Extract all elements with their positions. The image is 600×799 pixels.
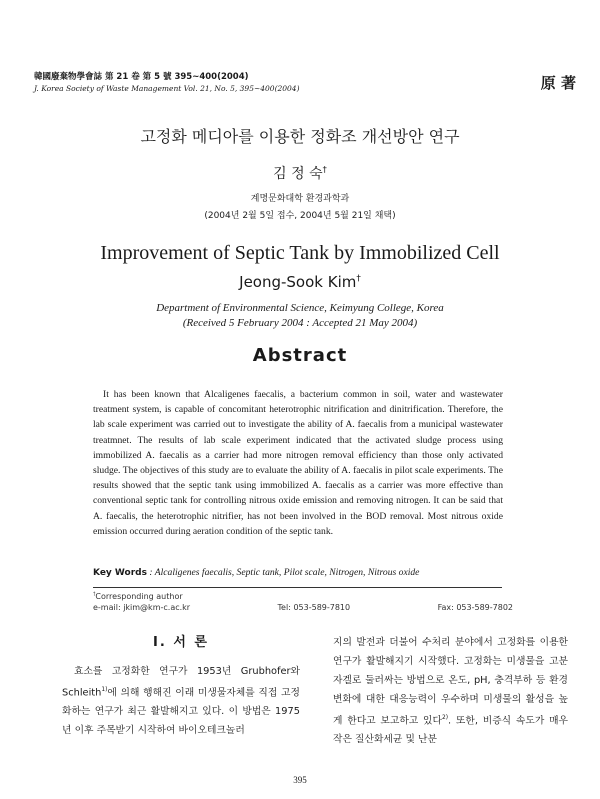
corr-email: e-mail: jkim@km-c.ac.kr [93,603,191,612]
article-type-badge: 原 著 [540,74,576,92]
corr-fax: Fax: 053-589-7802 [437,603,513,612]
footnote-divider [93,587,502,588]
body-column-right [333,633,568,749]
right-reference: 2) [441,715,449,721]
left-reference: 1) [101,687,108,693]
abstract-text: It has been known that Alcaligenes faecalis, a bacterium common in soil, water and wastewater treatment system, is capable of concomitant heterotrophic nitrification and dinitrification. Therefore, the lab scale experiment was carried out to investigate the ability of A. faecalis from a municipal wastewater treatmnet. The results of lab scale experiment indicated that the activated sludge process using immobilized A. faecalis as a carrier had more nitrogen removal efficiency than those only activated sludge. The objectives of this study are to evaluate the ability of A. faecalis in pilot scale experiments. The results showed that the septic tank using immobilized A. faecalis as a carrier was more effective than conventional septic tank for controlling nitrous oxide emission and removing nitrogen. It can be said that A. faecalis, the heterotrophic nitrifier, has not been involved in the BOD removal. Most nitrous oxide emission occurred during aeration condition of the septic tank. [93,389,503,537]
corresponding-author-note [93,592,513,612]
right-text-part2: . 또한, 비증식 속도가 매우 작은 질산화세균 및 난분 [333,715,568,746]
section-heading-introduction: Ⅰ. 서 론 [153,635,209,650]
left-text-part2: 에 의해 행해진 이래 미생물자체를 직접 고정화하는 연구가 최근 활발해지고 있다. 이 방법은 1975년 이후 주목받기 시작하여 바이오테크놀러 [62,687,300,737]
corr-label: Corresponding author [95,592,183,601]
received-dates-english: (Received 5 February 2004 : Accepted 21 May 2004) [182,317,418,329]
department-english: Department of Environmental Science, Keimyung College, Korea [156,302,444,314]
abstract-heading: Abstract [252,345,348,366]
keywords-text: : Alcaligenes faecalis, Septic tank, Pilot scale, Nitrogen, Nitrous oxide [146,567,420,578]
corr-tel: Tel: 053-589-7810 [277,603,351,612]
affiliation-korean: 계명문화대학 환경과학과 [250,194,350,204]
journal-name-english: J. Korea Society of Waste Management Vol. 21, No. 5, 395~400(2004) [34,84,300,93]
author-korean-mark: † [322,164,327,175]
journal-name-korean: 韓國廢棄物學會誌 第 21 卷 第 5 號 395~400(2004) [34,72,249,82]
journal-header [34,70,574,93]
title-korean: 고정화 메디아를 이용한 정화조 개선방안 연구 [140,127,460,146]
author-english-name: Jeong-Sook Kim [239,273,357,291]
author-korean-name: 김 정 숙 [273,166,323,182]
title-english: Improvement of Septic Tank by Immobilized Cell [100,242,500,264]
left-text-part1: 효소를 고정화한 연구가 1953년 Grubhofer와 Schleith [62,666,300,699]
corr-mark: † [93,592,96,598]
author-korean [0,163,600,183]
author-english [0,273,600,291]
right-text-part1: 지의 발전과 더불어 수처리 분야에서 고정화를 이용한 연구가 활발해지기 시작했다. 고정화는 미생물을 고분자겔로 둘러싸는 방법으로 온도, pH, 충격부하 등 환경변화에 대한 대응능력이 우수하며 미생물의 활성을 높게 한다고 보고하고 있다 [333,637,568,727]
body-column-left [62,633,300,740]
intro-paragraph-right [333,633,568,749]
keywords-label: Key Words [93,568,147,578]
author-english-mark: † [356,274,361,284]
keywords [93,567,513,578]
dates-korean: (2004년 2월 5일 접수, 2004년 5월 21일 채택) [204,211,396,221]
corr-contact-row [93,603,513,612]
page-number: 395 [293,775,307,785]
intro-paragraph-left [62,662,300,740]
